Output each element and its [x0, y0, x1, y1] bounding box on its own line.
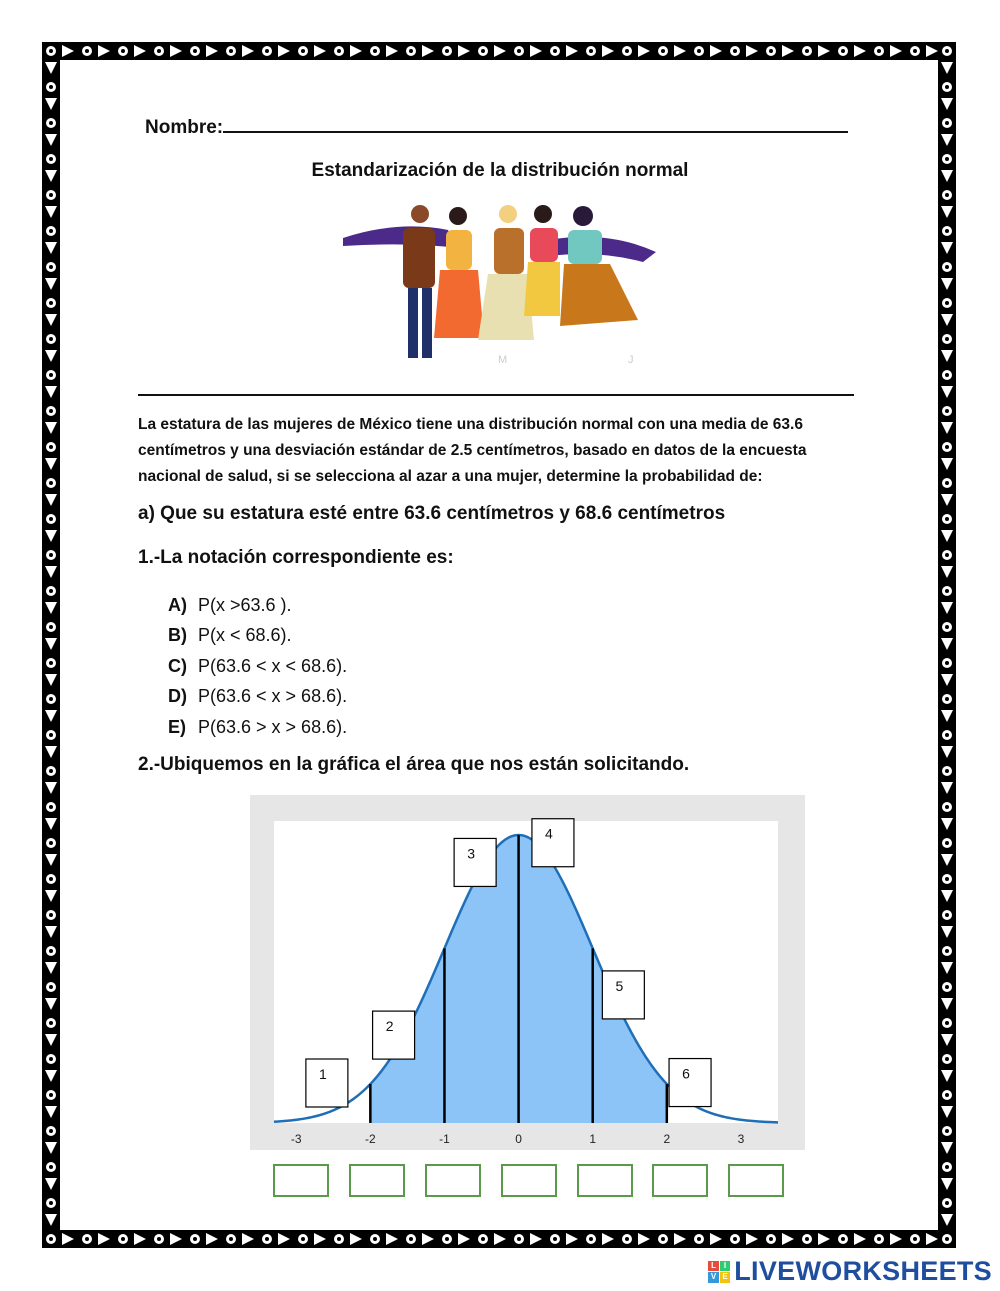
- option-d[interactable]: [168, 682, 347, 713]
- region-label: 6: [682, 1065, 690, 1082]
- region-label: 3: [467, 845, 476, 862]
- region-label: 4: [545, 825, 553, 842]
- region-box: [373, 1011, 415, 1059]
- frame-border-left: [42, 42, 60, 1248]
- option-a[interactable]: [168, 590, 347, 621]
- options-list: [168, 590, 347, 743]
- option-c[interactable]: [168, 651, 347, 682]
- answer-box-7[interactable]: [728, 1164, 784, 1197]
- region-box: [669, 1059, 711, 1107]
- question-2: 2.-Ubiquemos en la gráfica el área que nos están solicitando.: [138, 754, 690, 775]
- region-label: 2: [385, 1018, 394, 1035]
- option-letter: D): [168, 686, 187, 707]
- option-letter: C): [168, 655, 187, 676]
- x-tick-label: 3: [737, 1132, 745, 1146]
- x-tick-label: -1: [439, 1132, 450, 1146]
- illustration-letter-m: M: [498, 354, 508, 366]
- name-field: [145, 117, 848, 139]
- option-text: P(63.6 > x > 68.6).: [198, 716, 348, 737]
- region-box: [454, 838, 496, 886]
- answer-box-6[interactable]: [652, 1164, 708, 1197]
- normal-distribution-chart: [250, 795, 805, 1150]
- section-divider: [138, 394, 854, 396]
- option-letter: B): [168, 625, 187, 646]
- x-tick-label: -2: [365, 1132, 376, 1146]
- x-tick-label: 1: [589, 1132, 597, 1146]
- logo-letter: E: [720, 1272, 731, 1283]
- logo-letter: V: [708, 1272, 719, 1283]
- region-box: [602, 971, 644, 1019]
- frame-border-top: [42, 42, 956, 60]
- answer-box-4[interactable]: [501, 1164, 557, 1197]
- region-label: 5: [615, 977, 624, 994]
- illustration-letter-j: J: [628, 354, 634, 366]
- answer-box-5[interactable]: [577, 1164, 633, 1197]
- logo-icon: [708, 1261, 730, 1283]
- option-b[interactable]: [168, 621, 347, 652]
- name-label: Nombre:: [145, 117, 224, 138]
- frame-border-bottom: [42, 1230, 956, 1248]
- option-text: P(63.6 < x < 68.6).: [198, 655, 348, 676]
- option-letter: A): [168, 594, 187, 615]
- question-1: 1.-La notación correspondiente es:: [138, 547, 454, 568]
- option-text: P(63.6 < x > 68.6).: [198, 686, 348, 707]
- logo-letter: I: [720, 1261, 731, 1272]
- option-text: P(x >63.6 ).: [198, 594, 292, 615]
- option-text: P(x < 68.6).: [198, 625, 292, 646]
- brand-wordmark: LIVEWORKSHEETS: [734, 1256, 992, 1286]
- option-e[interactable]: [168, 712, 347, 743]
- option-letter: E): [168, 716, 186, 737]
- liveworksheets-logo: [708, 1256, 992, 1287]
- x-tick-label: 0: [515, 1132, 522, 1146]
- frame-border-right: [938, 42, 956, 1248]
- logo-letter: L: [708, 1261, 719, 1272]
- answer-box-3[interactable]: [425, 1164, 481, 1197]
- region-label: 1: [318, 1066, 327, 1082]
- problem-statement: La estatura de las mujeres de México tiene una distribución normal con una media de 63.6 centímetros y una desviación estándar de 2.5 centímetros, basado en datos de la encuesta nacional de salud, si se selecciona al azar a una mujer, determine la probabilidad de:: [138, 416, 807, 485]
- x-tick-label: 2: [663, 1132, 671, 1146]
- worksheet-title: Estandarización de la distribución normal: [311, 160, 689, 181]
- region-box: [306, 1059, 348, 1107]
- answer-box-1[interactable]: [273, 1164, 329, 1197]
- women-group-illustration: [338, 200, 658, 370]
- region-box: [532, 819, 574, 867]
- name-underline: [223, 117, 848, 133]
- x-tick-label: -3: [290, 1132, 302, 1146]
- question-a: a) Que su estatura esté entre 63.6 centímetros y 68.6 centímetros: [138, 503, 726, 524]
- answer-box-2[interactable]: [349, 1164, 405, 1197]
